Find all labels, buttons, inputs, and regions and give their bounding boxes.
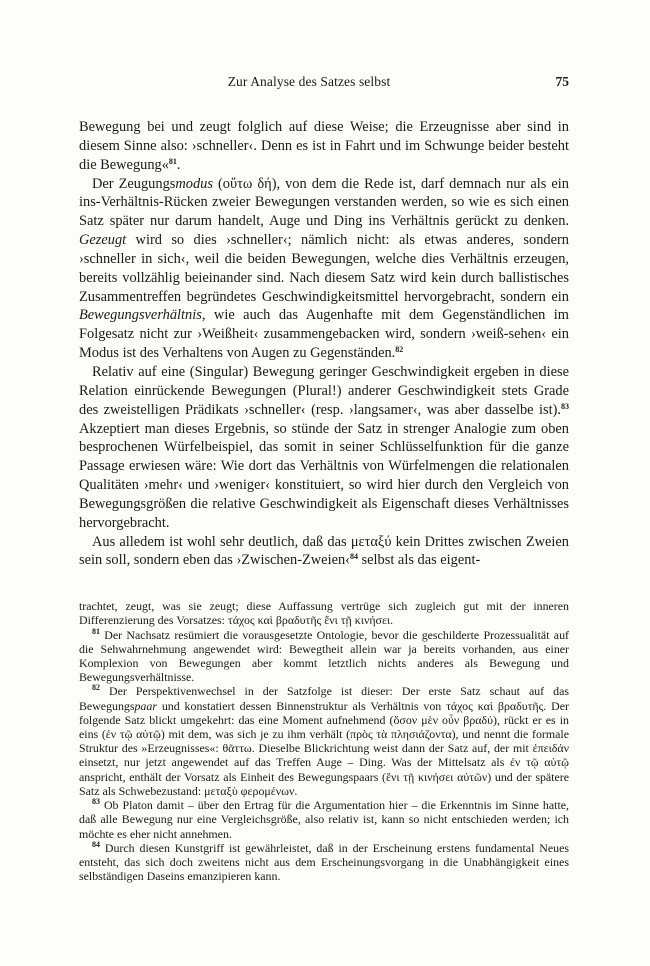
footnote-ref-82: 82	[395, 345, 404, 355]
paragraph-2-text: Der Zeugungs	[92, 175, 176, 192]
footnote-83	[79, 798, 569, 841]
emphasis-paar: paar	[134, 698, 157, 713]
paragraph-4-text: selbst als das eigent-	[357, 552, 481, 569]
emphasis-bewegungsverhaeltnis: Bewegungsverhältnis	[79, 307, 202, 324]
footnote-82	[79, 684, 569, 798]
running-title: Zur Analyse des Satzes selbst	[227, 74, 391, 89]
footnote-84	[79, 841, 569, 884]
paragraph-3	[79, 363, 569, 533]
paragraph-4-text: Aus alledem ist wohl sehr deutlich, daß das μεταξύ kein Drittes zwischen Zweien sein soll, sondern eben das ›Zwischen-Zweien‹	[79, 533, 569, 569]
footnote-text: Durch diesen Kunstgriff ist gewährleistet, daß in der Erscheinung erstens fundamental Neues entsteht, das sich doch zweitens nicht aus dem Erscheinungsvorgang in die Unabhängigkeit eines selbständigen Daseins emanzipieren kann.	[79, 840, 569, 884]
paragraph-3-text: Relativ auf eine (Singular) Bewegung geringer Geschwindigkeit ergeben in diese Relation einrückende Bewegungen (Plural!) anderer Geschwindigkeit stets Grade des zweistelligen Prädikats ›schneller‹ (resp. ›langsamer‹, was aber dasselbe ist).	[79, 363, 569, 418]
footnote-number: 84	[92, 839, 100, 849]
paragraph-4	[79, 533, 569, 571]
footnote-ref-84: 84	[349, 552, 358, 562]
page	[79, 74, 569, 883]
emphasis-modus: modus	[175, 175, 213, 192]
paragraph-3-text: Akzeptiert man dieses Ergebnis, so stünde der Satz in strenger Analogie zum oben besprochenen Würfelbeispiel, das somit in seiner Schlüsselfunktion für die ganze Passage erwiesen wäre: Wie dort das Verhältnis von Würfelmengen die relationalen Qualitäten ›mehr‹ und ›weniger‹ konstituiert, so wird hier durch den Vergleich von Bewegungsgrößen die relative Geschwindigkeit als Eigenschaft dieses Verhältnisses hervorgebracht.	[79, 420, 569, 531]
footnotes	[79, 599, 569, 883]
paragraph-1-text: Bewegung bei und zeugt folglich auf diese Weise; die Erzeugnisse aber sind in diesem Sinne also: ›schneller‹. Denn es ist in Fahrt und im Schwunge beider besteht die Bewegung«	[79, 119, 569, 173]
paragraph-2	[79, 175, 569, 363]
main-text	[79, 118, 569, 570]
emphasis-gezeugt: Gezeugt	[79, 232, 127, 249]
paragraph-1: Bewegung bei und zeugt folglich auf diese Weise; die Erzeugnisse aber sind in diesem Sinne also: ›schneller‹. Denn es ist in Fahrt und im Schwunge beider besteht die Bewegung«$^{81}$.	[79, 119, 569, 173]
footnote-ref-83: 83	[561, 401, 569, 411]
paragraph-2-text: (οὕτω δή), von dem die Rede ist, darf demnach nur als ein ins-Verhältnis-Rücken zweier Bewegungen verstanden werden, so wie es sich einen Satz später nur darum handelt, Auge und Ding ins Verhältnis gerückt zu denken.	[79, 175, 569, 230]
footnote-number: 82	[92, 683, 100, 693]
footnote-text: Der Perspektivenwechsel in der Satzfolge ist dieser: Der erste Satz schaut auf das Bewegungs	[79, 684, 569, 713]
footnote-text: und konstatiert dessen Binnenstruktur als Verhältnis von τάχος καὶ βραδυτῆς. Der folgende Satz blickt umgekehrt: das eine Moment aufnehmend (ὅσον μὲν οὖν βραδύ), rückt er es in eins (ἐν τῷ αὐτῷ) mit dem, was sich je zu ihm verhält (πρὸς τὰ πλησιάζοντα), und nennt die formale Struktur des »Erzeugnisses«: θᾶττω. Dieselbe Blickrichtung weist dann der Satz auf, der mit ἐπειδάν einsetzt, nur jetzt angewendet auf das Treffen Auge – Ding. Was der Mittelsatz als ἐν τῷ αὐτῷ anspricht, enthält der Vorsatz als Einheit des Bewegungspaars (ἕνι τῇ κινήσει αὐτῶν) und der spätere Satz als Schwebezustand: μεταξὺ φερομένων.	[79, 698, 569, 798]
footnote-text: Ob Platon damit – über den Ertrag für die Argumentation hier – die Erkenntnis im Sinne hatte, daß alle Bewegung nur eine Vergleichsgröße, also relativ ist, kann so nicht entschieden werden; ich möchte es eher nicht annehmen.	[79, 798, 569, 841]
footnote-81	[79, 628, 569, 685]
footnote-number: 81	[92, 626, 100, 636]
footnote-continuation: trachtet, zeugt, was sie zeugt; diese Auffassung vertrüge sich zugleich gut mit der inneren Differenzierung des Vorsatzes: τάχος καὶ βραδυτῆς ἕνι τῇ κινήσει.	[79, 599, 569, 628]
page-number: 75	[555, 74, 569, 89]
running-header	[79, 74, 569, 94]
footnote-number: 83	[92, 797, 100, 807]
paragraph-2-text: wird so dies ›schneller‹; nämlich nicht: als etwas anderes, sondern ›schneller in sich‹, weil die beiden Bewegungen, welche dies Verhältnis erzeugen, bereits vollzählig beieinander sind. Nach diesem Satz wird kein durch ballistisches Zusammentreffen begründetes Geschwindigkeitsmittel hervorgebracht, sondern ein	[79, 232, 569, 305]
paragraph-2-text: , wie auch das Augenhafte mit dem Gegenständlichen im Folgesatz nicht zur ›Weißheit‹ zusammengebacken wird, sondern ›weiß-sehen‹ ein Modus ist des Verhaltens von Augen zu Gegenständen.	[79, 307, 569, 362]
footnote-text: Der Nachsatz resümiert die vorausgesetzte Ontologie, bevor die geschilderte Prozessualität auf die Sehwahrnehmung angewendet wird: Bewegtheit allein war ja bereits vorhanden, aus einer Komplexion von Bewegungen aber kommt letztlich nichts anderes als Bewegung und Bewegungsverhältnisse.	[79, 627, 569, 685]
footnote-ref-81: 81	[168, 156, 177, 166]
